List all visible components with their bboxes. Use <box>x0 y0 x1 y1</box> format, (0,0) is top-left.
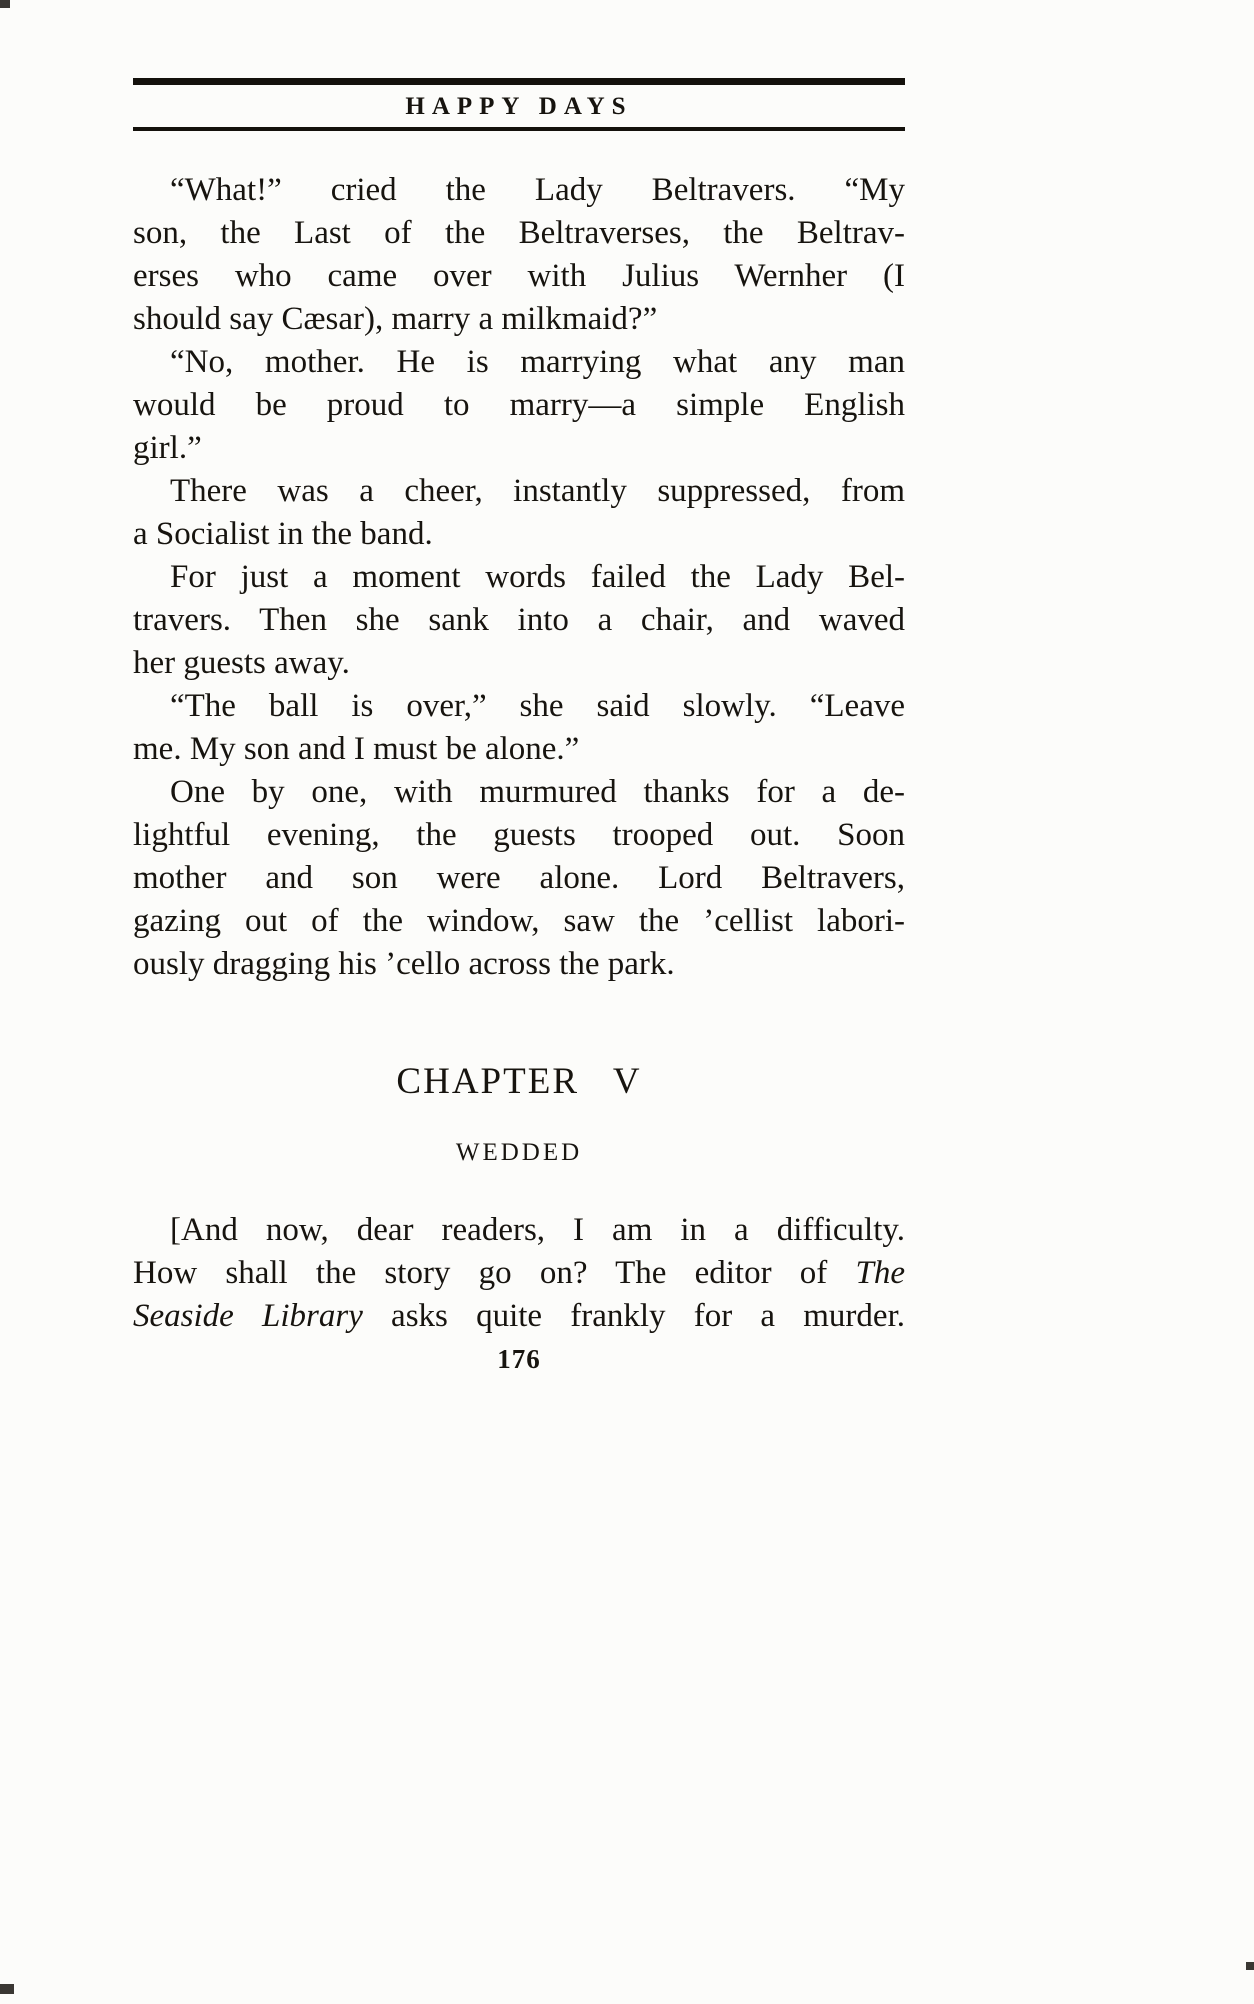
text-line: a Socialist in the band. <box>133 516 433 552</box>
text-line: For just a moment words failed the Lady Bel- <box>170 559 905 595</box>
chapter-title: CHAPTER V <box>396 1061 642 1102</box>
text-line: [And now, dear readers, I am in a difficulty. <box>170 1212 905 1248</box>
text-column <box>133 78 905 1375</box>
paragraph <box>133 771 905 986</box>
text-segment: How shall the story go on? The editor of <box>133 1255 856 1291</box>
text-line: gazing out of the window, saw the ’cellist labori- <box>133 903 905 939</box>
header-rule-top <box>133 78 905 85</box>
text-line: her guests away. <box>133 645 350 681</box>
text-line: One by one, with murmured thanks for a de- <box>170 774 905 810</box>
paragraph <box>133 169 905 341</box>
text-line: There was a cheer, instantly suppressed, from <box>170 473 905 509</box>
text-line: girl.” <box>133 430 202 466</box>
paragraph <box>133 556 905 685</box>
text-line: ously dragging his ’cello across the park. <box>133 946 675 982</box>
paragraph <box>133 341 905 470</box>
text-line: should say Cæsar), marry a milkmaid?” <box>133 301 658 337</box>
text-line <box>133 1252 905 1295</box>
text-segment: asks quite frankly for a murder. <box>362 1298 905 1334</box>
text-line: mother and son were alone. Lord Beltravers, <box>133 860 905 896</box>
scan-artifact-right-edge <box>1246 1962 1254 1970</box>
text-line: would be proud to marry—a simple English <box>133 387 905 423</box>
text-line: “The ball is over,” she said slowly. “Leave <box>170 688 905 724</box>
text-line: “No, mother. He is marrying what any man <box>170 344 905 380</box>
paragraph <box>133 1209 905 1338</box>
subheading: WEDDED <box>455 1139 583 1166</box>
running-head: HAPPY DAYS <box>405 93 633 120</box>
text-line: travers. Then she sank into a chair, and waved <box>133 602 905 638</box>
scan-artifact-bottom-left <box>0 1984 14 1994</box>
text-line: “What!” cried the Lady Beltravers. “My <box>170 172 905 208</box>
page-number: 176 <box>497 1344 541 1374</box>
text-line: lightful evening, the guests trooped out. Soon <box>133 817 905 853</box>
text-line <box>133 1295 905 1338</box>
header-rule-bottom <box>133 127 905 131</box>
scan-artifact-top-left <box>0 0 10 8</box>
italic-text: Seaside Library <box>133 1298 363 1334</box>
italic-text: The <box>855 1255 905 1291</box>
paragraph <box>133 470 905 556</box>
text-line: erses who came over with Julius Wernher (I <box>133 258 905 294</box>
paragraph <box>133 685 905 771</box>
text-body <box>133 169 905 1338</box>
text-line: son, the Last of the Beltraverses, the Beltrav- <box>133 215 905 251</box>
text-line: me. My son and I must be alone.” <box>133 731 580 767</box>
